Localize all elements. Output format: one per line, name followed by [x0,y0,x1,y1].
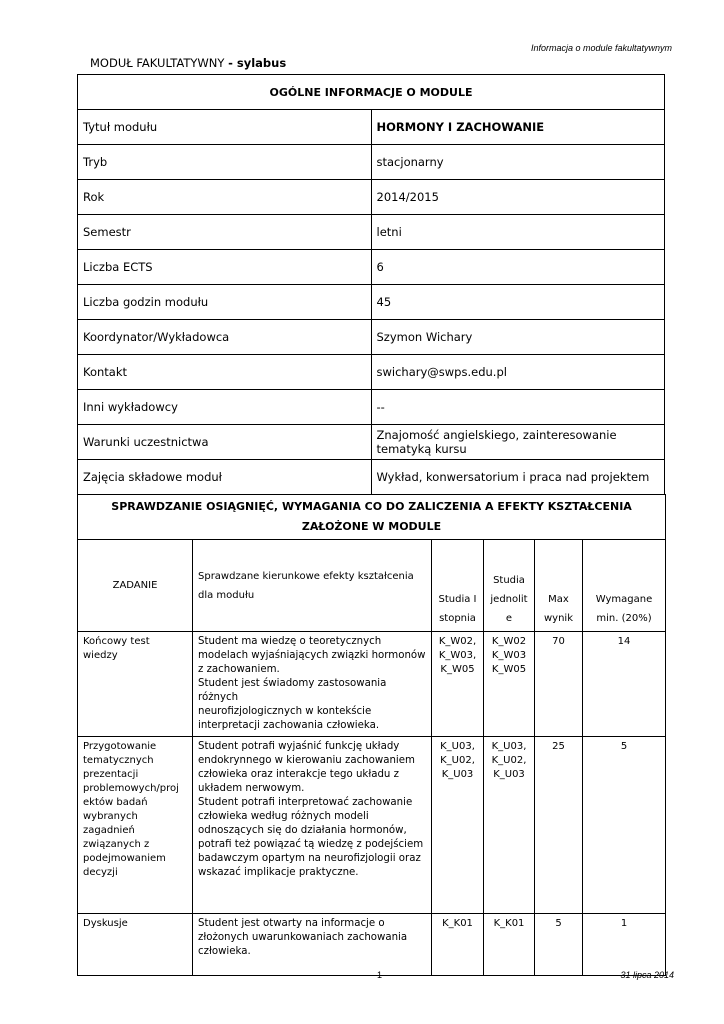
outcome-row [78,737,666,914]
outcome-row [78,632,666,737]
studia-jednolite-effects: K_U03, K_U02, K_U03 [484,737,535,914]
info-row [78,110,665,145]
footer-date: 31 lipca 2014 [620,970,674,980]
outcome-row [78,914,666,976]
studia-1-effects: K_K01 [432,914,484,976]
info-label: Inni wykładowcy [78,390,372,425]
studia-1-effects: K_W02, K_W03, K_W05 [432,632,484,737]
info-label: Koordynator/Wykładowca [78,320,372,355]
required-min: 1 [583,914,666,976]
general-info-heading: OGÓLNE INFORMACJE O MODULE [78,75,665,110]
info-label: Tryb [78,145,372,180]
task-cell: Końcowy test wiedzy [78,632,193,737]
outcomes-header-row [78,540,666,632]
info-row [78,285,665,320]
info-row [78,215,665,250]
info-value: swichary@swps.edu.pl [371,355,665,390]
info-row [78,180,665,215]
info-label: Liczba ECTS [78,250,372,285]
outcomes-table [77,494,666,976]
document-title [90,56,286,70]
info-label: Rok [78,180,372,215]
info-label: Kontakt [78,355,372,390]
info-row [78,425,665,460]
info-row [78,250,665,285]
studia-1-effects: K_U03, K_U02, K_U03 [432,737,484,914]
info-value: Wykład, konwersatorium i praca nad projektem [371,460,665,495]
max-score: 70 [535,632,583,737]
outcomes-heading: SPRAWDZANIE OSIĄGNIĘĆ, WYMAGANIA CO DO ZALICZENIA A EFEKTY KSZTAŁCENIA ZAŁOŻONE W MODULE [78,495,666,540]
info-value: Szymon Wichary [371,320,665,355]
info-label: Warunki uczestnictwa [78,425,372,460]
task-cell: Dyskusje [78,914,193,976]
studia-jednolite-effects: K_W02 K_W03 K_W05 [484,632,535,737]
info-value: stacjonarny [371,145,665,180]
document-title-bold: - sylabus [228,56,287,70]
info-row [78,355,665,390]
info-value: HORMONY I ZACHOWANIE [371,110,665,145]
required-min: 14 [583,632,666,737]
info-value: letni [371,215,665,250]
effects-description: Student jest otwarty na informacje o złożonych uwarunkowaniach zachowania człowieka. [193,914,432,976]
info-value: 2014/2015 [371,180,665,215]
header-effects: Sprawdzane kierunkowe efekty kształcenia dla modułu [193,540,432,632]
max-score: 25 [535,737,583,914]
header-studia-jednolite: Studia jednolit e [484,540,535,632]
info-label: Semestr [78,215,372,250]
header-task: ZADANIE [78,540,193,632]
info-row [78,320,665,355]
info-label: Zajęcia składowe moduł [78,460,372,495]
page-number: 1 [377,970,383,980]
header-studia-1: Studia I stopnia [432,540,484,632]
effects-description: Student ma wiedzę o teoretycznych modelach wyjaśniających związki hormonów z zachowaniem. Student jest świadomy zastosowania różnych neurofizjologicznych w kontekście interpretacji zachowania człowieka. [193,632,432,737]
info-value: 45 [371,285,665,320]
header-max-score: Max wynik [535,540,583,632]
studia-jednolite-effects: K_K01 [484,914,535,976]
document-title-plain: MODUŁ FAKULTATYWNY [90,56,225,70]
max-score: 5 [535,914,583,976]
general-info-table [77,74,665,495]
info-label: Liczba godzin modułu [78,285,372,320]
info-label: Tytuł modułu [78,110,372,145]
info-row [78,145,665,180]
info-row [78,460,665,495]
required-min: 5 [583,737,666,914]
header-note: Informacja o module fakultatywnym [530,43,672,53]
info-value: Znajomość angielskiego, zainteresowanie tematyką kursu [371,425,665,460]
info-row [78,390,665,425]
task-cell: Przygotowanie tematycznych prezentacji problemowych/proj ektów badań wybranych zagadnień związanych z podejmowaniem decyzji [78,737,193,914]
info-value: -- [371,390,665,425]
info-value: 6 [371,250,665,285]
header-required-min: Wymagane min. (20%) [583,540,666,632]
effects-description: Student potrafi wyjaśnić funkcję układy endokrynnego w kierowaniu zachowaniem człowieka oraz interakcje tego układu z układem nerwowym. Student potrafi interpretować zachowanie człowieka według różnych modeli odnoszących się do działania hormonów, potrafi też powiązać tą wiedzę z podejściem badawczym opartym na neurofizjologii oraz wskazać implikacje praktyczne. [193,737,432,914]
